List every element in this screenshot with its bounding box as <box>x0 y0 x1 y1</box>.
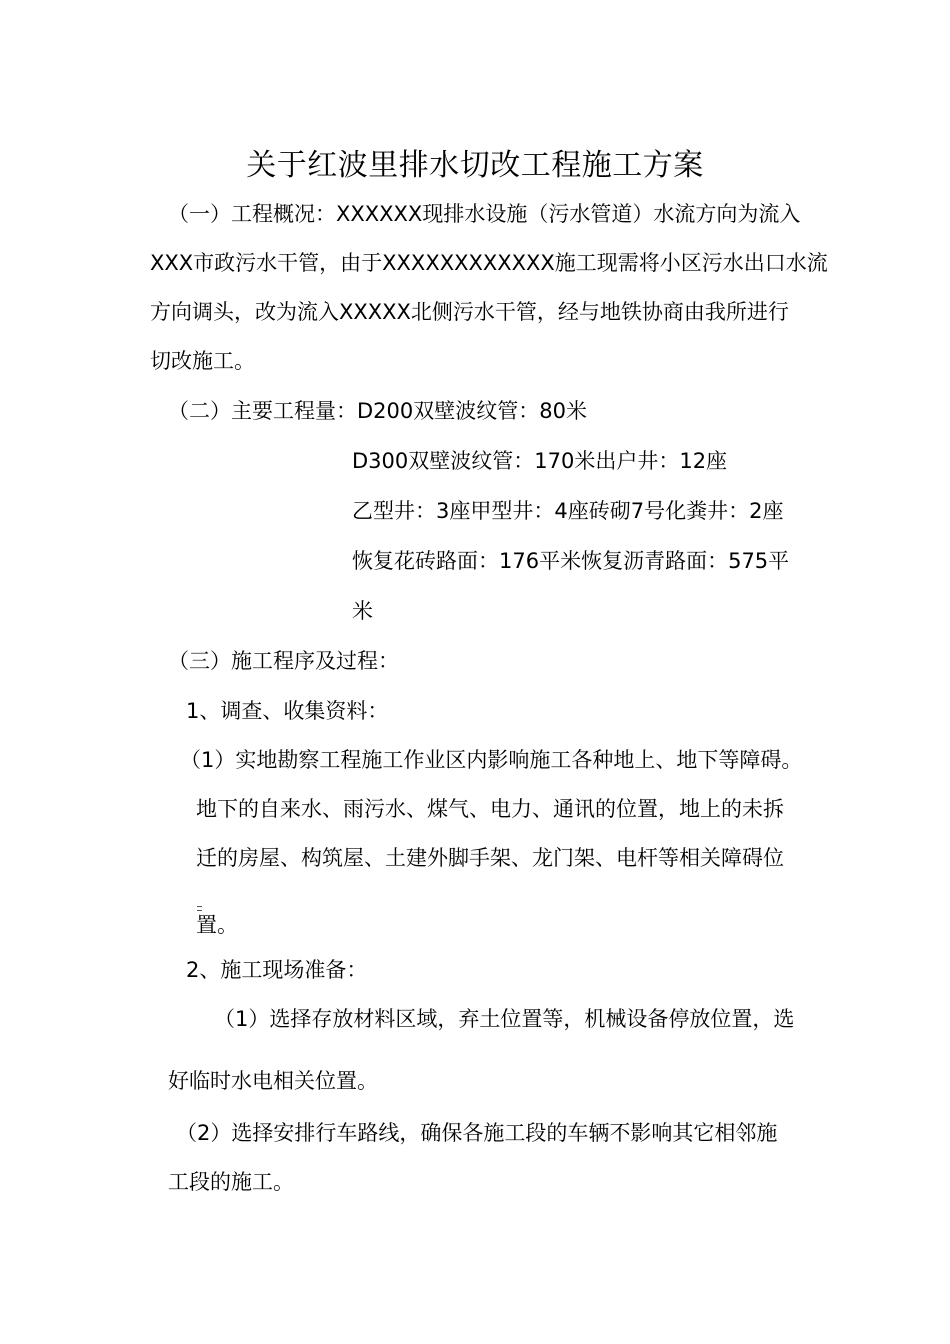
survey-para-line-2: 地下的自来水、雨污水、煤气、电力、通讯的位置，地上的未拆 <box>196 797 784 821</box>
site-prep-para2-line-1: （2）选择安排行车路线，确保各施工段的车辆不影响其它相邻施 <box>176 1121 778 1145</box>
site-prep-heading: 2、施工现场准备： <box>186 958 368 982</box>
survey-para-line-3: 迁的房屋、构筑屋、土建外脚手架、龙门架、电杆等相关障碍位 <box>196 846 784 870</box>
overview-line-2: XXX市政污水干管，由于XXXXXXXXXXXX施工现需将小区污水出口水流 <box>150 251 828 275</box>
site-prep-para1-line-1: （1）选择存放材料区域，弃土位置等，机械设备停放位置，选 <box>214 1007 795 1031</box>
overview-line-3: 方向调头，改为流入XXXXX北侧污水干管，经与地铁协商由我所进行 <box>150 300 789 324</box>
quantities-line-4: 恢复花砖路面：176平米恢复沥青路面：575平 <box>352 549 790 573</box>
quantities-line-2: D300双壁波纹管：170米出户井：12座 <box>352 449 728 473</box>
overview-line-1: （一）工程概况：XXXXXX现排水设施（污水管道）水流方向为流入 <box>168 202 801 226</box>
site-prep-para2-line-2: 工段的施工。 <box>168 1170 294 1194</box>
document-title: 关于红波里排水切改工程施工方案 <box>246 148 704 183</box>
survey-para-line-1: （1）实地勘察工程施工作业区内影响施工各种地上、地下等障碍。 <box>180 748 803 772</box>
survey-para-line-4: 置。 <box>196 913 238 937</box>
quantities-line-5: 米 <box>352 599 373 623</box>
procedure-heading: （三）施工程序及过程： <box>168 649 399 673</box>
quantities-line-3: 乙型井：3座甲型井：4座砖砌7号化粪井：2座 <box>352 499 784 523</box>
survey-heading: 1、调查、收集资料： <box>186 699 389 723</box>
quantities-line-1: （二）主要工程量：D200双壁波纹管：80米 <box>168 399 587 423</box>
overview-line-4: 切改施工。 <box>150 349 255 373</box>
site-prep-para1-line-2: 好临时水电相关位置。 <box>168 1069 378 1093</box>
